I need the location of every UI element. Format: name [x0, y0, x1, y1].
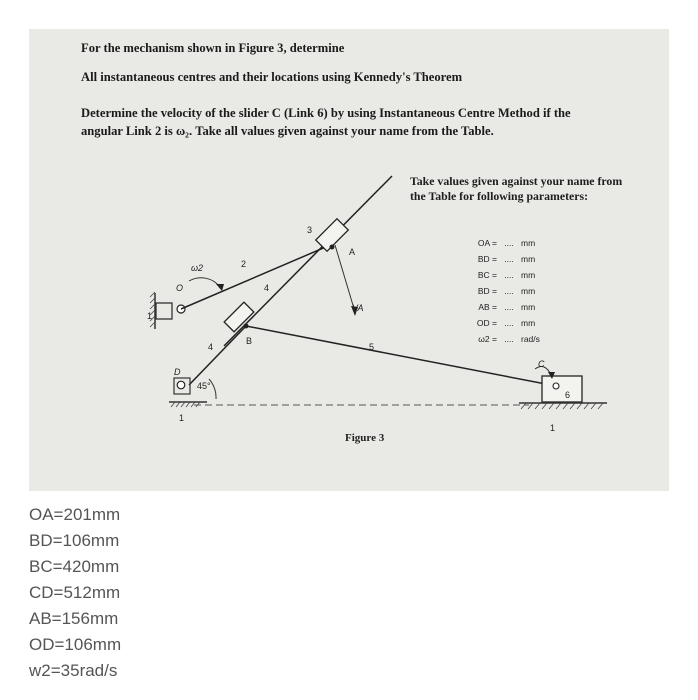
given-value-oa: OA=201mm	[29, 505, 121, 524]
param-row: AB = .... mm	[478, 302, 536, 312]
slider-6	[542, 376, 582, 402]
param-box-title: Take values given against your name from the Table for following parameters:	[410, 174, 623, 203]
label-link-4-lower: 4	[208, 342, 214, 352]
label-b: B	[246, 336, 253, 346]
figure-caption: Figure 3	[345, 432, 385, 444]
label-link1-right: 1	[550, 423, 556, 433]
guide-rod	[224, 176, 392, 346]
label-link-4-upper: 4	[264, 283, 270, 293]
param-row: BC = .... mm	[477, 270, 536, 280]
given-value-od: OD=106mm	[29, 635, 122, 654]
omega-arc	[189, 278, 220, 287]
label-link1-bottom: 1	[179, 413, 185, 423]
question-line-4: angular Link 2 is ω₂. Take all values given against your name from the Table.	[81, 124, 494, 138]
label-c: C	[538, 359, 545, 369]
param-row: BD = .... mm	[477, 286, 536, 296]
joint-c	[553, 383, 559, 389]
given-value-bc: BC=420mm	[29, 557, 120, 576]
label-o: O	[176, 283, 184, 293]
question-line-3: Determine the velocity of the slider C (Link 6) by using Instantaneous Centre Method if the	[81, 106, 571, 120]
param-row: ω2 = .... rad/s	[478, 334, 540, 344]
pivot-d	[177, 381, 185, 389]
question-line-1: For the mechanism shown in Figure 3, determine	[81, 41, 345, 55]
label-d: D	[174, 367, 181, 377]
label-velocity: VA	[352, 303, 364, 313]
label-link-2: 2	[241, 259, 247, 269]
given-value-w2: w2=35rad/s	[29, 661, 118, 680]
given-value-ab: AB=156mm	[29, 609, 119, 628]
pivot-o-bracket	[156, 303, 172, 319]
link-4	[189, 326, 246, 385]
question-photo	[29, 29, 669, 491]
given-value-cd: CD=512mm	[29, 583, 121, 602]
link-2	[181, 243, 335, 309]
omega-arrowhead	[216, 284, 224, 291]
label-link-6: 6	[565, 390, 571, 400]
given-value-bd: BD=106mm	[29, 531, 120, 550]
label-link-3: 3	[307, 225, 313, 235]
label-link-5: 5	[369, 342, 375, 352]
question-line-2: All instantaneous centres and their locations using Kennedy's Theorem	[81, 70, 463, 84]
label-a: A	[349, 247, 356, 257]
param-row: BD = .... mm	[477, 254, 536, 264]
label-angle: 45°	[197, 381, 211, 391]
joint-a	[330, 245, 335, 250]
ground-c-hatching	[521, 403, 603, 409]
param-row: OD = .... mm	[476, 318, 536, 328]
label-link1-left: 1	[147, 311, 153, 321]
mechanism-diagram	[29, 29, 669, 491]
param-row: OA = .... mm	[477, 238, 536, 248]
label-omega: ω2	[191, 263, 204, 273]
